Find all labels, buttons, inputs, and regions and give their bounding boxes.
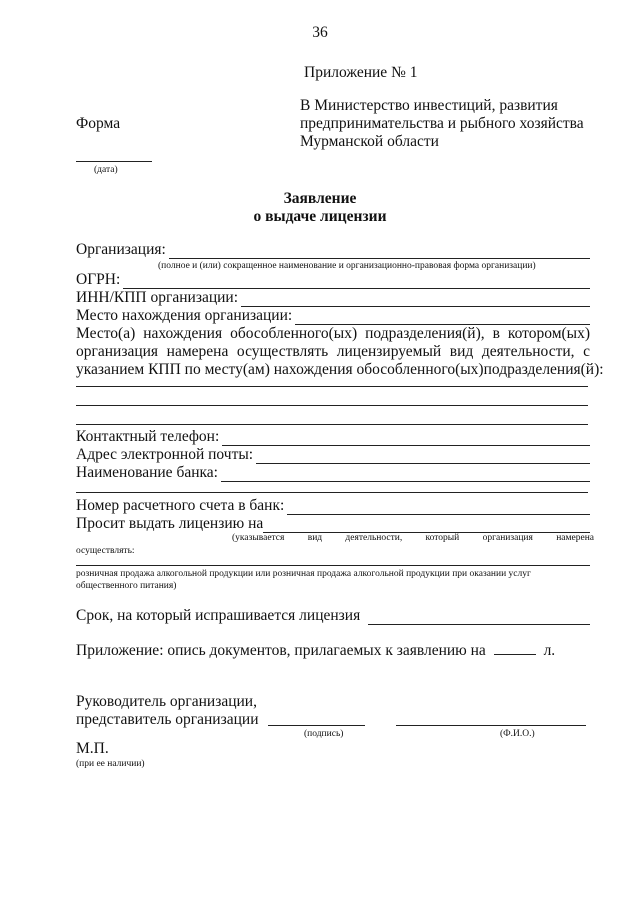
activity-field-line[interactable] [76,565,590,566]
account-field-line[interactable] [287,500,590,515]
organization-label: Организация: [76,241,166,258]
bank-field-line[interactable] [221,467,590,482]
email-field-line[interactable] [256,449,590,464]
fio-field-line[interactable] [396,725,586,726]
form-label: Форма [76,115,121,132]
branch-text-line-3: указанием КПП по месту(ам) нахождения обособленного(ых)подразделения(й): [76,361,604,378]
fio-caption: (Ф.И.О.) [500,729,535,739]
ogrn-label: ОГРН: [76,271,121,288]
attachment-suffix: л. [543,642,556,659]
ogrn-field-line[interactable] [123,274,590,289]
date-field-line[interactable] [76,161,152,162]
stamp-hint: (при ее наличии) [76,759,145,769]
branch-field-line[interactable] [76,405,588,406]
phone-row [76,428,590,446]
head-label-1: Руководитель организации, [76,693,257,710]
attachment-row [76,640,555,660]
attachment-label: Приложение: опись документов, прилагаемых к заявлению на [76,642,486,659]
bank-extra-line[interactable] [76,492,588,493]
bank-label: Наименование банка: [76,464,218,481]
request-label: Просит выдать лицензию на [76,515,264,532]
appendix-title: Приложение № 1 [304,64,418,81]
email-row [76,446,590,464]
activity-hint-1: (указывается вид деятельности, который организация намерена [232,533,594,543]
activity-options: розничная продажа алкогольной продукции или розничная продажа алкогольной продукции при оказании услуг [76,569,531,579]
location-label: Место нахождения организации: [76,307,293,324]
term-field-line[interactable] [368,610,590,625]
inn-kpp-row [76,289,590,307]
account-label: Номер расчетного счета в банк: [76,497,285,514]
ogrn-row [76,271,590,289]
addressee-line-2: предпринимательства и рыбного хозяйства [300,115,584,132]
addressee-line-3: Мурманской области [300,133,439,150]
addressee-line-1: В Министерство инвестиций, развития [300,97,558,114]
date-caption: (дата) [94,165,118,175]
term-row [76,607,590,625]
location-row [76,307,590,325]
branch-field-line[interactable] [76,424,588,425]
organization-hint: (полное и (или) сокращенное наименование и организационно-правовая форма организации) [158,261,536,271]
stamp-label: М.П. [76,740,109,757]
branch-text-line-1: Место(а) нахождения обособленного(ых) подразделения(й), в котором(ых) [76,325,590,342]
organization-field-line[interactable] [169,244,590,259]
term-label: Срок, на который испрашивается лицензия [76,607,361,624]
phone-field-line[interactable] [222,431,590,446]
request-field-line[interactable] [263,518,590,533]
signature-caption: (подпись) [304,729,344,739]
activity-options-2: общественного питания) [76,581,177,591]
organization-row [76,241,590,259]
branch-text-line-2: организация намерена осуществлять лицензируемый вид деятельности, с [76,343,590,360]
head-label-2: представитель организации [76,711,259,728]
doc-title: Заявление [283,190,357,207]
branch-field-line[interactable] [76,386,588,387]
account-row [76,497,590,515]
activity-hint-2: осуществлять: [76,546,135,556]
location-field-line[interactable] [295,310,590,325]
attachment-pages-field[interactable] [494,640,536,655]
doc-subtitle: о выдаче лицензии [253,208,387,225]
inn-kpp-label: ИНН/КПП организации: [76,289,239,306]
page-number: 36 [312,24,328,41]
phone-label: Контактный телефон: [76,428,220,445]
signature-field-line[interactable] [268,725,365,726]
email-label: Адрес электронной почты: [76,446,254,463]
request-row [76,515,590,533]
inn-kpp-field-line[interactable] [241,292,590,307]
bank-row [76,464,590,482]
